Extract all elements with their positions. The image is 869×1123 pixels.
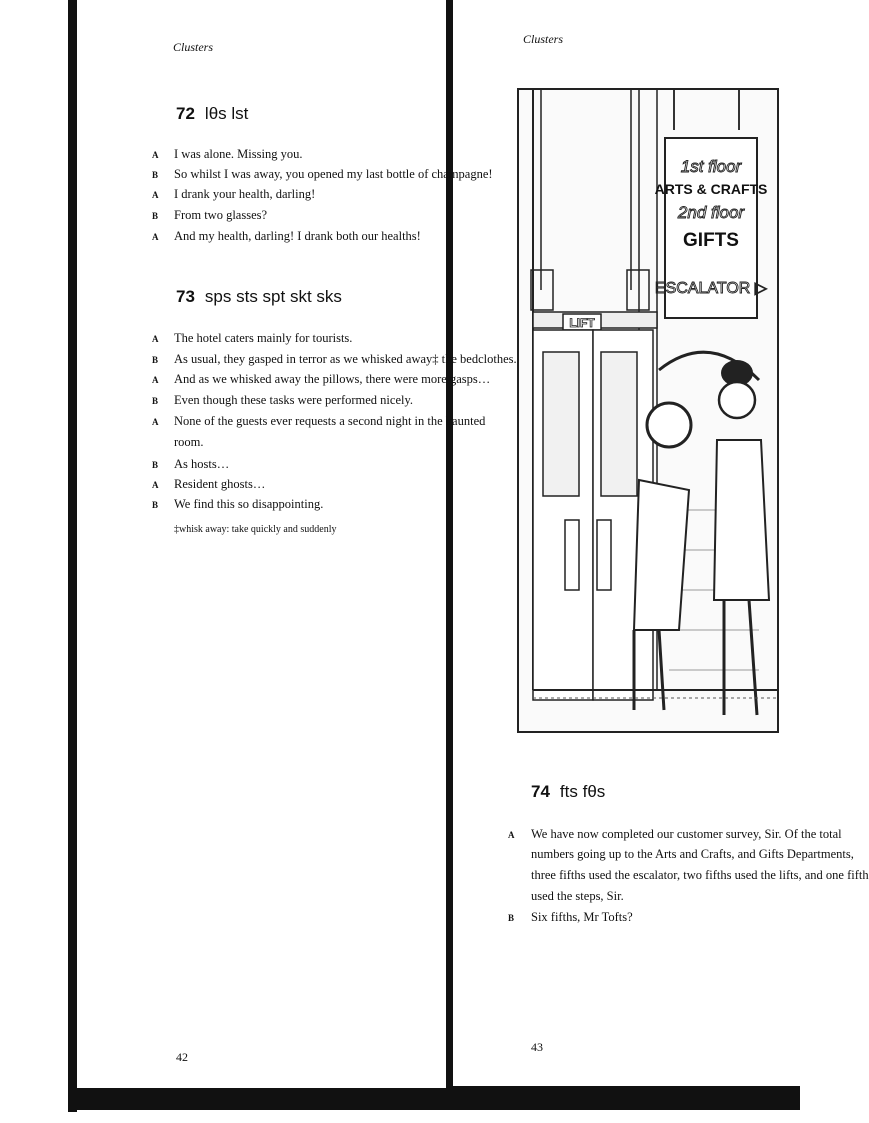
speaker-label: A bbox=[152, 480, 159, 490]
page-number-right: 43 bbox=[531, 1040, 543, 1054]
speaker-label: B bbox=[152, 211, 159, 221]
store-illustration bbox=[517, 88, 779, 733]
speaker-label: A bbox=[152, 190, 159, 200]
dialogue-line: We have now completed our customer survey, Sir. Of the total bbox=[531, 827, 842, 841]
speaker-label: A bbox=[152, 417, 159, 427]
dialogue-line: I drank your health, darling! bbox=[174, 187, 316, 201]
speaker-label: B bbox=[152, 500, 159, 510]
exercise-number: 72 bbox=[176, 104, 195, 123]
exercise-sounds: fts fθs bbox=[559, 782, 606, 801]
exercise-72-heading bbox=[176, 104, 248, 124]
left-page-shadow bbox=[68, 0, 77, 1112]
dialogue-line: So whilst I was away, you opened my last bottle of champagne! bbox=[174, 167, 493, 181]
sign-line: ARTS & CRAFTS bbox=[654, 181, 768, 197]
exercise-74-heading bbox=[531, 782, 605, 802]
escalator-label: ESCALATOR ▷ bbox=[654, 280, 768, 297]
speaker-label: A bbox=[152, 334, 159, 344]
footnote: ‡whisk away: take quickly and suddenly bbox=[174, 524, 337, 535]
speaker-label: B bbox=[508, 913, 515, 923]
dialogue-line: Six fifths, Mr Tofts? bbox=[531, 910, 633, 924]
dialogue-line: Resident ghosts… bbox=[174, 477, 266, 491]
dialogue-line: As usual, they gasped in terror as we whisked away‡ the bedclothes. bbox=[174, 352, 517, 366]
book-gutter bbox=[446, 0, 453, 1090]
dialogue-line: From two glasses? bbox=[174, 208, 268, 222]
dialogue-line-continuation: three fifths used the escalator, two fifths used the lifts, and one fifth bbox=[531, 868, 869, 882]
exercise-sounds: lθs lst bbox=[204, 104, 249, 123]
speaker-label: A bbox=[152, 232, 159, 242]
dialogue-line: As hosts… bbox=[174, 457, 230, 471]
dialogue-line: I was alone. Missing you. bbox=[174, 147, 303, 161]
dialogue-line: And my health, darling! I drank both our healths! bbox=[174, 229, 421, 243]
lift-label: LIFT bbox=[569, 316, 595, 330]
exercise-number: 73 bbox=[176, 287, 195, 306]
dialogue-line: We find this so disappointing. bbox=[174, 497, 324, 511]
dialogue-line-continuation: used the steps, Sir. bbox=[531, 889, 624, 903]
dialogue-line: The hotel caters mainly for tourists. bbox=[174, 331, 353, 345]
running-head-right: Clusters bbox=[523, 32, 564, 46]
exercise-sounds: sps sts spt skt sks bbox=[204, 287, 342, 306]
speaker-label: B bbox=[152, 396, 159, 406]
speaker-label: B bbox=[152, 170, 159, 180]
dialogue-line: Even though these tasks were performed nicely. bbox=[174, 393, 414, 407]
illustration-drawing bbox=[519, 90, 777, 731]
speaker-label: A bbox=[152, 375, 159, 385]
dialogue-line: And as we whisked away the pillows, there were more gasps… bbox=[174, 372, 491, 386]
sign-line: GIFTS bbox=[683, 230, 739, 251]
bottom-edge-shadow-right bbox=[453, 1086, 800, 1096]
sign-line: 1st floor bbox=[680, 157, 742, 176]
exercise-number: 74 bbox=[531, 782, 550, 801]
dialogue-line-continuation: numbers going up to the Arts and Crafts, and Gifts Departments, bbox=[531, 847, 854, 861]
speaker-label: A bbox=[152, 150, 159, 160]
speaker-label: B bbox=[152, 355, 159, 365]
speaker-label: B bbox=[152, 460, 159, 470]
exercise-73-heading bbox=[176, 287, 342, 307]
running-head-left: Clusters bbox=[173, 40, 214, 54]
page-number-left: 42 bbox=[176, 1050, 188, 1064]
speaker-label: A bbox=[508, 830, 515, 840]
dialogue-line-continuation: room. bbox=[174, 435, 204, 449]
sign-line: 2nd floor bbox=[677, 203, 745, 222]
dialogue-line: None of the guests ever requests a second night in the haunted bbox=[174, 414, 486, 428]
